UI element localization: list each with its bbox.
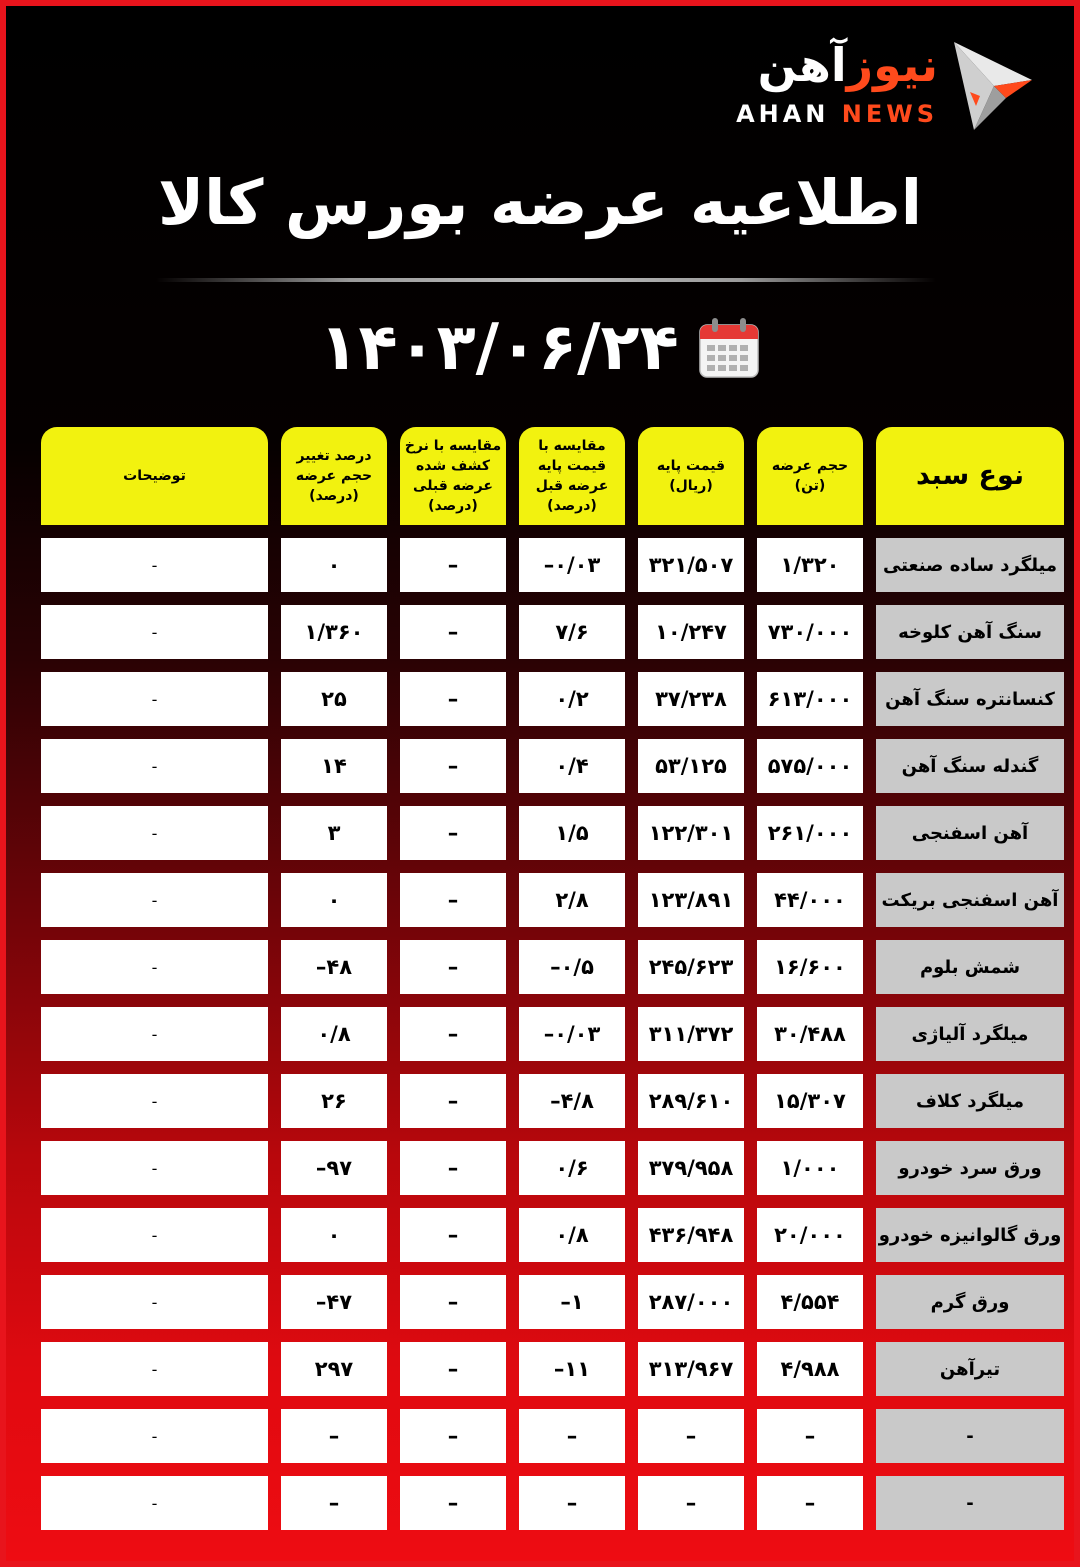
cell-volume-change: ۱۴ <box>281 739 387 793</box>
cell-base-price: ۳۱۳/۹۶۷ <box>638 1342 744 1396</box>
header-compare-discovered: مقایسه با نرخ کشف شده عرضه قبلی (درصد) <box>400 427 506 525</box>
cell-notes: - <box>41 1476 268 1530</box>
table-row <box>41 538 1064 592</box>
cell-volume: ۴۴/۰۰۰ <box>757 873 863 927</box>
cell-compare-discovered: – <box>400 1275 506 1329</box>
paper-plane-icon <box>950 36 1036 136</box>
offer-table <box>28 414 1077 1543</box>
cell-compare-discovered: – <box>400 940 506 994</box>
header-base-price: قیمت پایه (ریال) <box>638 427 744 525</box>
cell-volume: ۶۱۳/۰۰۰ <box>757 672 863 726</box>
brand-name-fa-accent: نیوز <box>846 38 938 92</box>
brand-name-en-main: AHAN <box>736 100 830 128</box>
cell-volume: ۲۰/۰۰۰ <box>757 1208 863 1262</box>
cell-notes: - <box>41 1141 268 1195</box>
cell-type: تیرآهن <box>876 1342 1064 1396</box>
cell-volume: ۱۶/۶۰۰ <box>757 940 863 994</box>
table-row <box>41 1007 1064 1061</box>
cell-compare-base: ۰/۰۳– <box>519 1007 625 1061</box>
cell-volume-change: ۰ <box>281 873 387 927</box>
page-title: اطلاعیه عرضه بورس کالا <box>157 166 923 239</box>
brand-name-fa <box>758 38 938 92</box>
cell-compare-discovered: – <box>400 1141 506 1195</box>
title-divider <box>156 278 936 282</box>
header-volume-change: درصد تغییر حجم عرضه (درصد) <box>281 427 387 525</box>
cell-volume: ۲۶۱/۰۰۰ <box>757 806 863 860</box>
cell-volume-change: ۲۵ <box>281 672 387 726</box>
cell-compare-discovered: – <box>400 739 506 793</box>
header-type: نوع سبد <box>876 427 1064 525</box>
cell-notes: - <box>41 1074 268 1128</box>
table-row <box>41 1476 1064 1530</box>
table-row <box>41 940 1064 994</box>
cell-type: میلگرد کلاف <box>876 1074 1064 1128</box>
date-row <box>6 308 1074 388</box>
brand-name-fa-main: آهن <box>757 38 847 92</box>
cell-notes: - <box>41 940 268 994</box>
table-header-row <box>41 427 1064 525</box>
cell-type: گندله سنگ آهن <box>876 739 1064 793</box>
cell-base-price: ۵۳/۱۲۵ <box>638 739 744 793</box>
cell-compare-discovered: – <box>400 1208 506 1262</box>
table-row <box>41 1141 1064 1195</box>
cell-base-price: ۴۳۶/۹۴۸ <box>638 1208 744 1262</box>
cell-compare-base: ۱– <box>519 1275 625 1329</box>
cell-compare-discovered: – <box>400 1409 506 1463</box>
cell-notes: - <box>41 538 268 592</box>
cell-type: کنسانتره سنگ آهن <box>876 672 1064 726</box>
cell-type: میلگرد ساده صنعتی <box>876 538 1064 592</box>
cell-notes: - <box>41 1342 268 1396</box>
header-volume: حجم عرضه (تن) <box>757 427 863 525</box>
cell-volume: ۴/۵۵۴ <box>757 1275 863 1329</box>
cell-type: - <box>876 1476 1064 1530</box>
table-row <box>41 1275 1064 1329</box>
cell-compare-discovered: – <box>400 1007 506 1061</box>
cell-base-price: ۱۲۳/۸۹۱ <box>638 873 744 927</box>
cell-notes: - <box>41 739 268 793</box>
cell-volume-change: ۱/۳۶۰ <box>281 605 387 659</box>
cell-volume-change: ۰ <box>281 1208 387 1262</box>
cell-compare-base: – <box>519 1409 625 1463</box>
cell-volume-change: ۲۶ <box>281 1074 387 1128</box>
table-row <box>41 1342 1064 1396</box>
calendar-icon <box>697 316 761 380</box>
cell-compare-discovered: – <box>400 605 506 659</box>
table-row <box>41 1409 1064 1463</box>
cell-notes: - <box>41 806 268 860</box>
cell-compare-discovered: – <box>400 1074 506 1128</box>
cell-base-price: ۲۴۵/۶۲۳ <box>638 940 744 994</box>
cell-volume-change: ۳ <box>281 806 387 860</box>
cell-compare-base: ۰/۴ <box>519 739 625 793</box>
cell-compare-base: ۲/۸ <box>519 873 625 927</box>
cell-base-price: ۲۸۹/۶۱۰ <box>638 1074 744 1128</box>
cell-base-price: ۱۰/۲۴۷ <box>638 605 744 659</box>
cell-notes: - <box>41 1275 268 1329</box>
cell-volume-change: – <box>281 1409 387 1463</box>
cell-volume-change: ۰ <box>281 538 387 592</box>
cell-notes: - <box>41 1007 268 1061</box>
table-row <box>41 739 1064 793</box>
cell-compare-base: ۰/۰۳– <box>519 538 625 592</box>
cell-compare-discovered: – <box>400 1476 506 1530</box>
cell-notes: - <box>41 672 268 726</box>
cell-volume: ۵۷۵/۰۰۰ <box>757 739 863 793</box>
brand-name-en-accent: NEWS <box>841 100 938 128</box>
cell-compare-base: ۱/۵ <box>519 806 625 860</box>
cell-volume: ۱۵/۳۰۷ <box>757 1074 863 1128</box>
cell-compare-discovered: – <box>400 1342 506 1396</box>
cell-type: سنگ آهن کلوخه <box>876 605 1064 659</box>
cell-compare-base: ۰/۸ <box>519 1208 625 1262</box>
table-row <box>41 873 1064 927</box>
cell-type: ورق سرد خودرو <box>876 1141 1064 1195</box>
cell-compare-base: ۷/۶ <box>519 605 625 659</box>
cell-base-price: ۳۲۱/۵۰۷ <box>638 538 744 592</box>
cell-notes: - <box>41 1208 268 1262</box>
cell-volume-change: ۹۷– <box>281 1141 387 1195</box>
cell-type: میلگرد آلیاژی <box>876 1007 1064 1061</box>
cell-base-price: ۳۱۱/۳۷۲ <box>638 1007 744 1061</box>
cell-compare-discovered: – <box>400 873 506 927</box>
cell-volume-change: ۴۸– <box>281 940 387 994</box>
cell-volume: ۱/۰۰۰ <box>757 1141 863 1195</box>
cell-volume: ۷۳۰/۰۰۰ <box>757 605 863 659</box>
cell-notes: - <box>41 873 268 927</box>
cell-base-price: – <box>638 1409 744 1463</box>
cell-type: آهن اسفنجی بریکت <box>876 873 1064 927</box>
header-notes: توضیحات <box>41 427 268 525</box>
cell-compare-base: ۴/۸– <box>519 1074 625 1128</box>
cell-type: - <box>876 1409 1064 1463</box>
table-row <box>41 806 1064 860</box>
table-row <box>41 605 1064 659</box>
table-row <box>41 672 1064 726</box>
cell-base-price: – <box>638 1476 744 1530</box>
cell-notes: - <box>41 1409 268 1463</box>
cell-base-price: ۳۷/۲۳۸ <box>638 672 744 726</box>
brand-name-en <box>736 100 938 128</box>
cell-compare-discovered: – <box>400 538 506 592</box>
cell-compare-discovered: – <box>400 672 506 726</box>
header-compare-base: مقایسه با قیمت پایه عرضه قبل (درصد) <box>519 427 625 525</box>
cell-volume-change: ۲۹۷ <box>281 1342 387 1396</box>
cell-base-price: ۳۷۹/۹۵۸ <box>638 1141 744 1195</box>
cell-volume: ۱/۳۲۰ <box>757 538 863 592</box>
cell-base-price: ۱۲۲/۳۰۱ <box>638 806 744 860</box>
cell-notes: - <box>41 605 268 659</box>
cell-compare-base: ۱۱– <box>519 1342 625 1396</box>
cell-compare-base: – <box>519 1476 625 1530</box>
cell-volume: ۳۰/۴۸۸ <box>757 1007 863 1061</box>
cell-volume: – <box>757 1409 863 1463</box>
cell-type: ورق گالوانیزه خودرو <box>876 1208 1064 1262</box>
cell-type: شمش بلوم <box>876 940 1064 994</box>
announcement-date: ۱۴۰۳/۰۶/۲۴ <box>319 311 679 385</box>
cell-volume-change: ۴۷– <box>281 1275 387 1329</box>
cell-type: آهن اسفنجی <box>876 806 1064 860</box>
cell-compare-discovered: – <box>400 806 506 860</box>
cell-compare-base: ۰/۶ <box>519 1141 625 1195</box>
cell-compare-base: ۰/۵– <box>519 940 625 994</box>
cell-volume: – <box>757 1476 863 1530</box>
cell-base-price: ۲۸۷/۰۰۰ <box>638 1275 744 1329</box>
cell-volume: ۴/۹۸۸ <box>757 1342 863 1396</box>
table-row <box>41 1074 1064 1128</box>
cell-compare-base: ۰/۲ <box>519 672 625 726</box>
brand-logo <box>726 36 1036 136</box>
cell-volume-change: – <box>281 1476 387 1530</box>
cell-volume-change: ۰/۸ <box>281 1007 387 1061</box>
cell-type: ورق گرم <box>876 1275 1064 1329</box>
table-row <box>41 1208 1064 1262</box>
